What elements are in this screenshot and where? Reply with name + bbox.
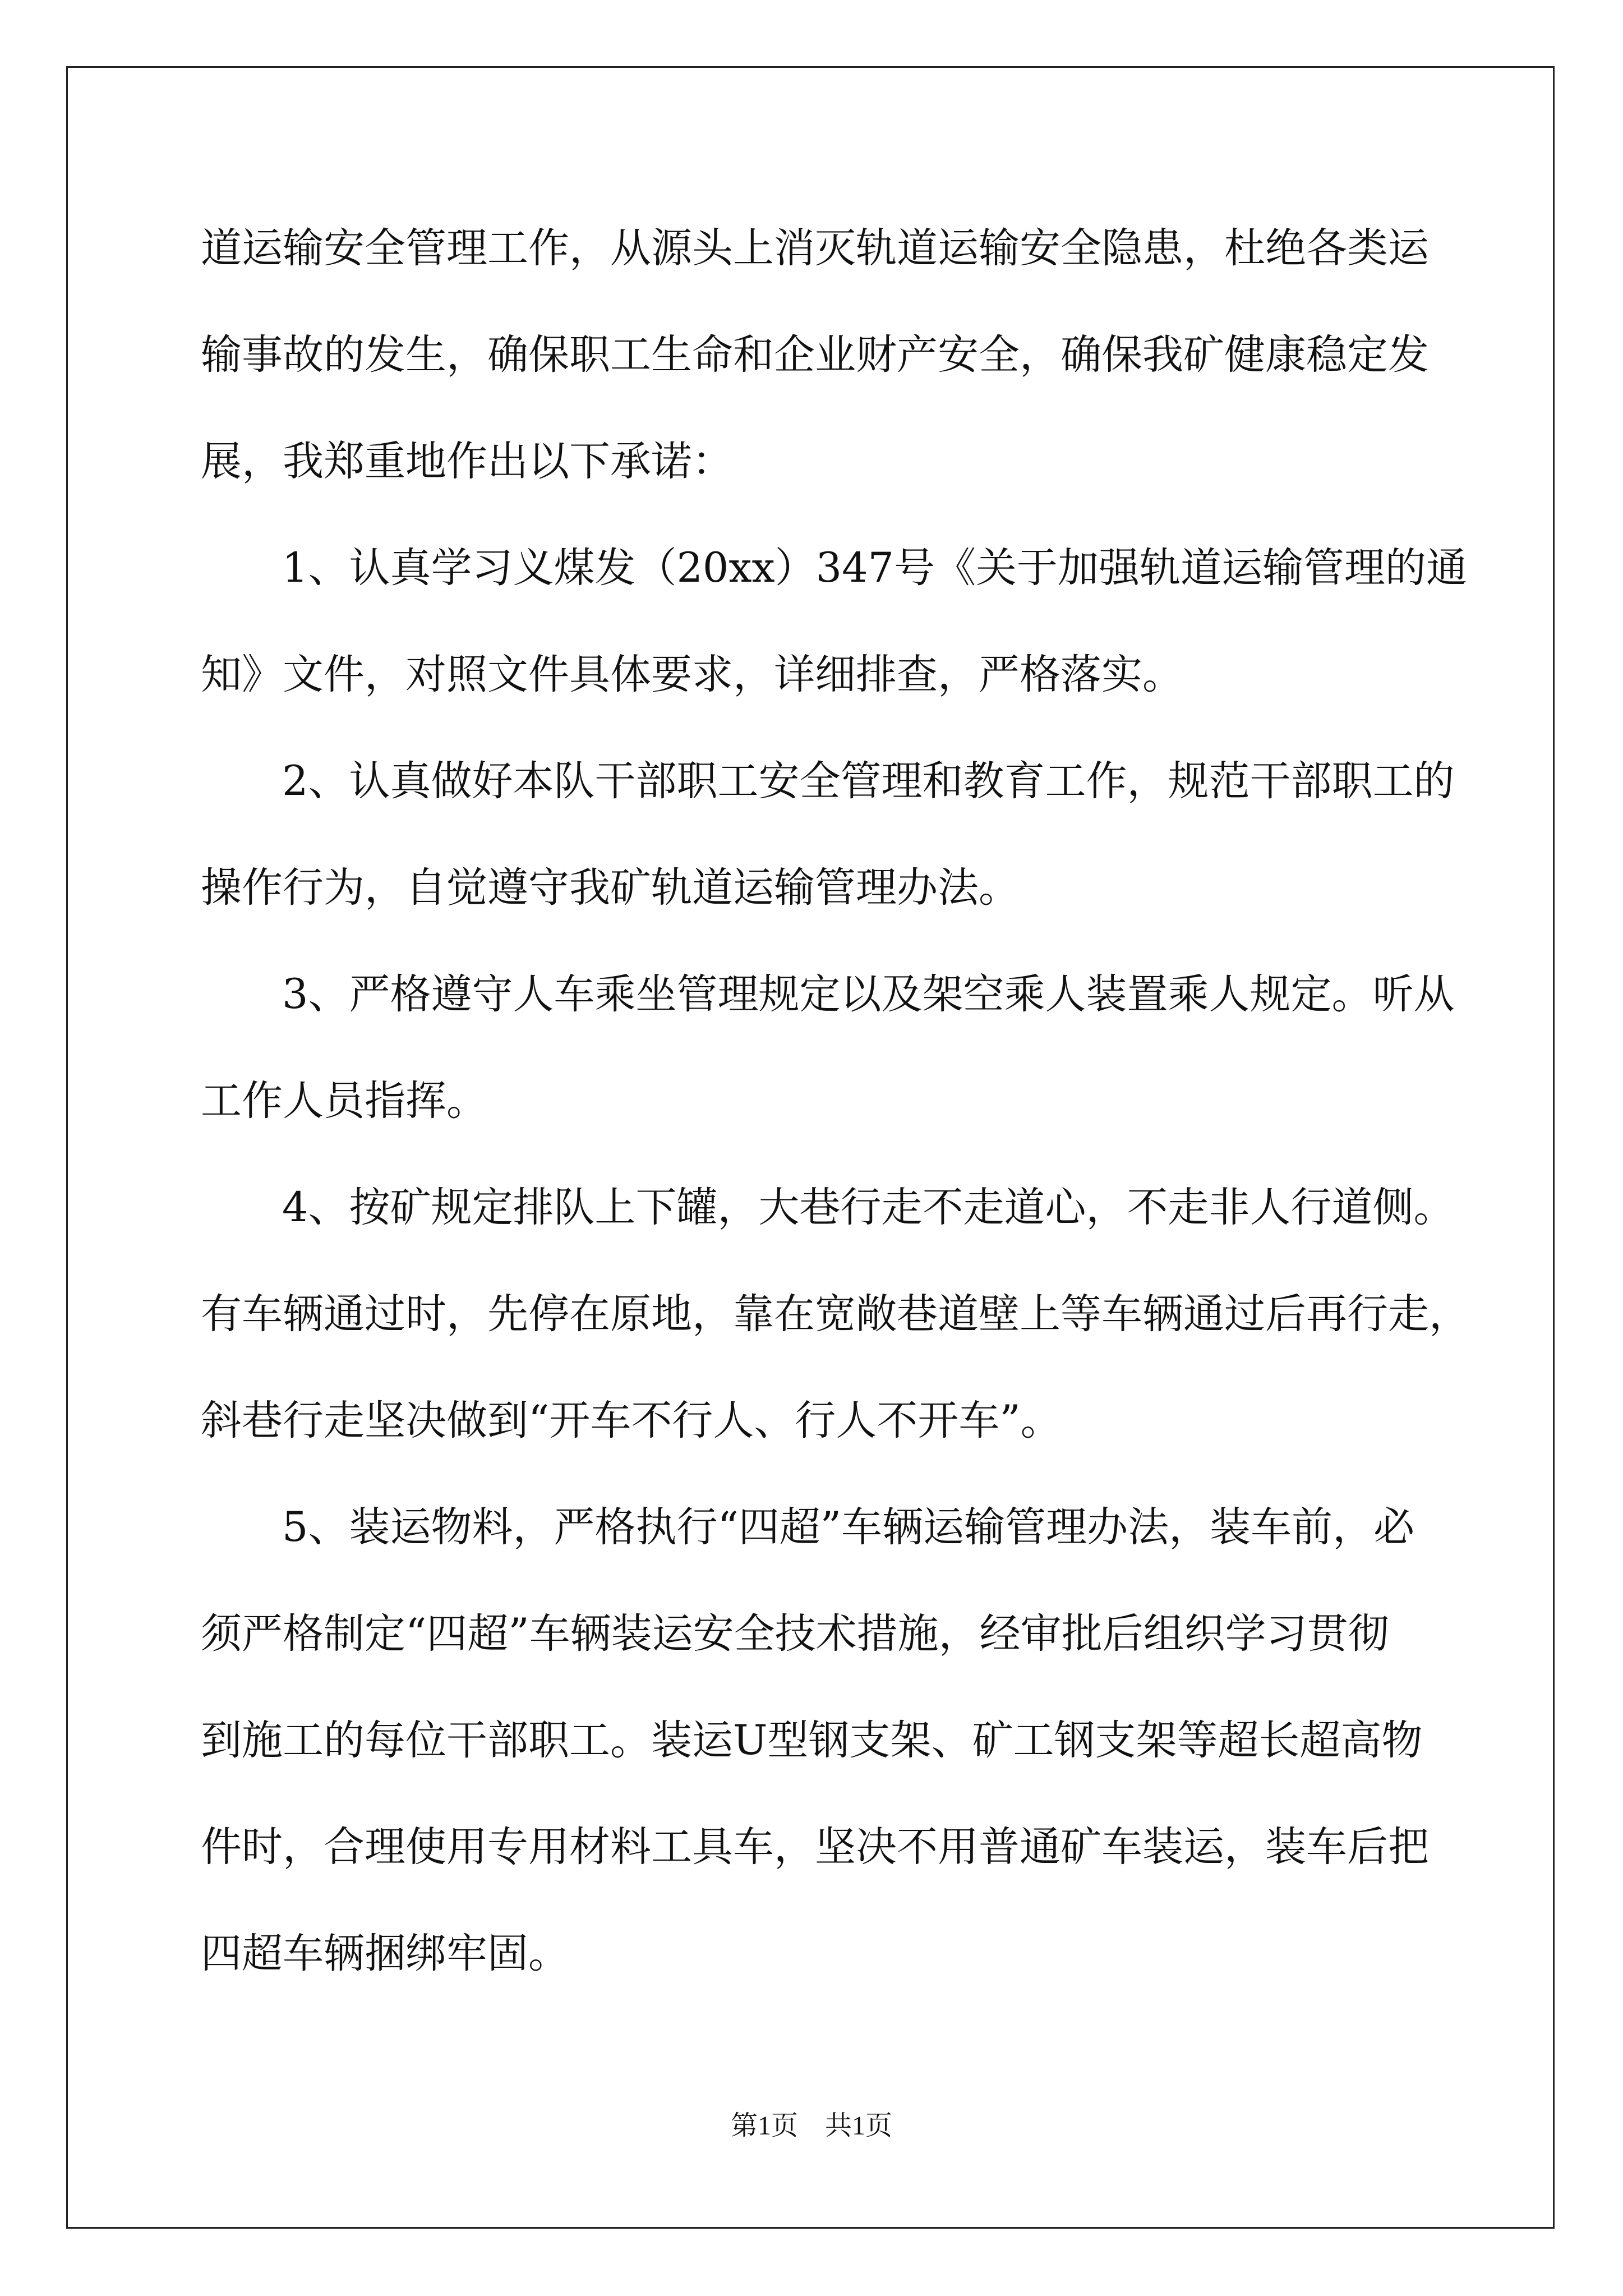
document-body <box>201 206 1470 2018</box>
text-line: 斜巷行走坚决做到“开车不行人、行人不开车”。 <box>201 1397 1062 1444</box>
page-number: 第1页 共1页 <box>730 2111 892 2141</box>
text-line: 道运输安全管理工作，从源头上消灭轨道运输安全隐患，杜绝各类运 <box>201 224 1429 272</box>
text-line: 输事故的发生，确保职工生命和企业财产安全，确保我矿健康稳定发 <box>201 331 1429 379</box>
text-line: 4、按矿规定排队上下罐，大巷行走不走道心，不走非人行道侧。 <box>282 1184 1455 1231</box>
text-line: 四超车辆捆绑牢固。 <box>201 1930 569 1977</box>
text-line: 展，我郑重地作出以下承诺： <box>201 438 733 485</box>
text-line: 工作人员指挥。 <box>201 1077 487 1125</box>
text-line: 知》文件，对照文件具体要求，详细排查，严格落实。 <box>201 651 1183 698</box>
text-line: 须严格制定“四超”车辆装运安全技术措施，经审批后组织学习贯彻 <box>201 1610 1389 1658</box>
text-line: 操作行为，自觉遵守我矿轨道运输管理办法。 <box>201 864 1020 912</box>
text-line: 件时，合理使用专用材料工具车，坚决不用普通矿车装运，装车后把 <box>201 1823 1429 1871</box>
text-line: 5、装运物料，严格执行“四超”车辆运输管理办法，装车前，必 <box>282 1503 1415 1551</box>
text-line: 2、认真做好本队干部职工安全管理和教育工作，规范干部职工的 <box>282 757 1455 805</box>
text-line: 有车辆通过时，先停在原地，靠在宽敞巷道壁上等车辆通过后再行走， <box>201 1290 1470 1338</box>
text-line: 1、认真学习义煤发（20xx）347号《关于加强轨道运输管理的通 <box>282 544 1468 592</box>
text-line: 3、严格遵守人车乘坐管理规定以及架空乘人装置乘人规定。听从 <box>282 970 1455 1018</box>
text-line: 到施工的每位干部职工。装运U型钢支架、矿工钢支架等超长超高物 <box>201 1717 1423 1764</box>
